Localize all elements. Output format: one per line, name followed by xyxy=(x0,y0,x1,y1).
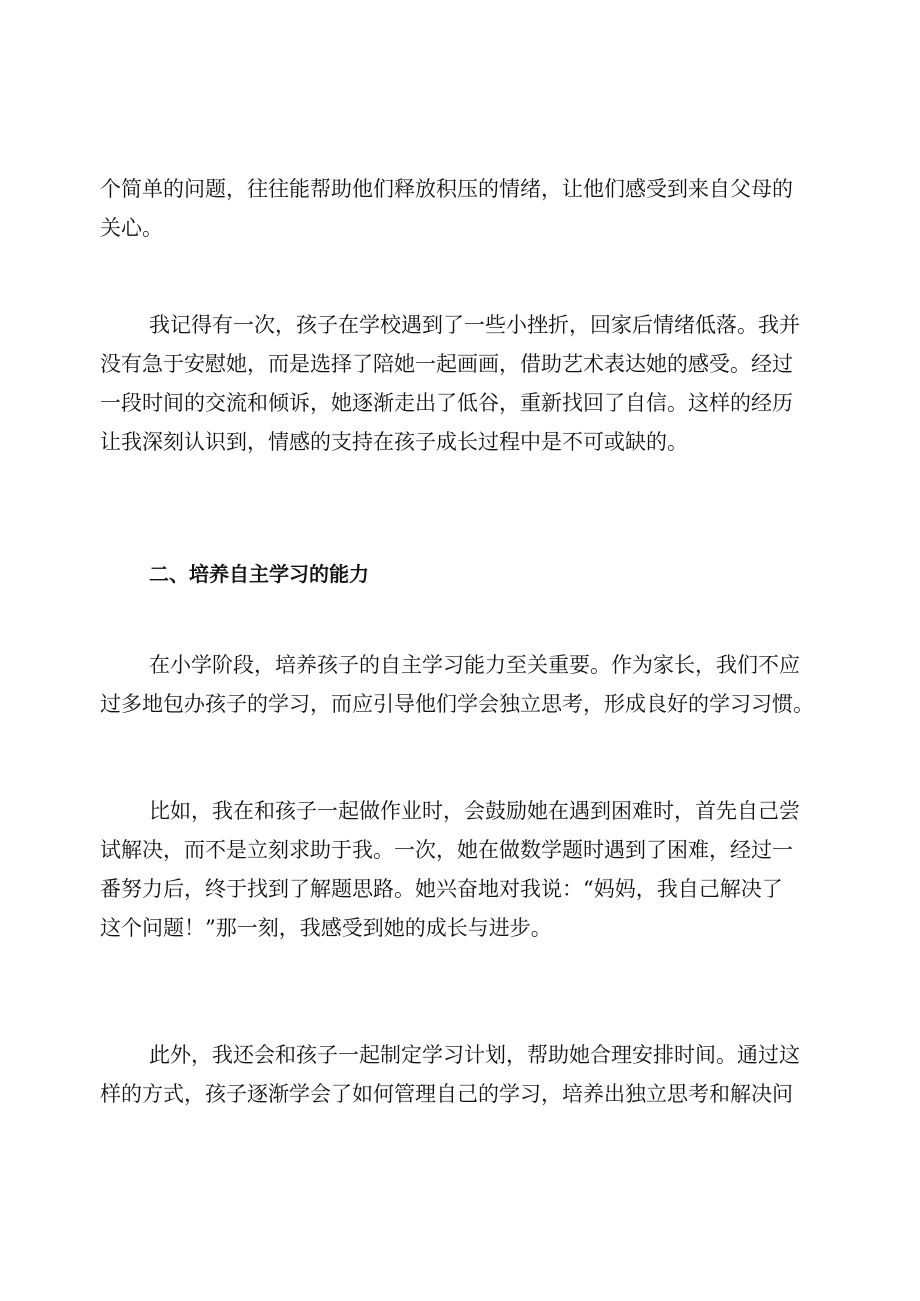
text-line: 让我深刻认识到，情感的支持在孩子成长过程中是不可或缺的。 xyxy=(100,430,688,454)
paragraph-study-plan xyxy=(100,1036,825,1114)
text-line: 个简单的问题，往往能帮助他们释放积压的情绪，让他们感受到来自父母的 xyxy=(100,177,793,201)
text-line: 此外，我还会和孩子一起制定学习计划，帮助她合理安排时间。通过这 xyxy=(149,1043,800,1067)
text-line: 没有急于安慰她，而是选择了陪她一起画画，借助艺术表达她的感受。经过 xyxy=(100,352,793,376)
text-line: 试解决，而不是立刻求助于我。一次，她在做数学题时遇到了困难，经过一 xyxy=(100,838,793,862)
section-heading: 二、培养自主学习的能力 xyxy=(149,562,369,586)
text-line: 关心。 xyxy=(100,216,163,240)
text-line: 样的方式，孩子逐渐学会了如何管理自己的学习，培养出独立思考和解决问 xyxy=(100,1082,793,1106)
text-line: 我记得有一次，孩子在学校遇到了一些小挫折，回家后情绪低落。我并 xyxy=(149,313,800,337)
text-line: 在小学阶段，培养孩子的自主学习能力至关重要。作为家长，我们不应 xyxy=(149,653,800,677)
paragraph-self-learning xyxy=(100,646,825,724)
paragraph-emotional-support xyxy=(100,306,825,462)
text-line: 一段时间的交流和倾诉，她逐渐走出了低谷，重新找回了自信。这样的经历 xyxy=(100,391,793,415)
text-line: 番努力后，终于找到了解题思路。她兴奋地对我说：“妈妈，我自己解决了 xyxy=(100,877,783,901)
paragraph-homework-example xyxy=(100,792,825,948)
text-line: 过多地包办孩子的学习，而应引导他们学会独立思考，形成良好的学习习惯。 xyxy=(100,692,814,716)
paragraph-continuation xyxy=(100,170,825,248)
text-line: 这个问题！”那一刻，我感受到她的成长与进步。 xyxy=(100,916,552,940)
text-line: 比如，我在和孩子一起做作业时，会鼓励她在遇到困难时，首先自己尝 xyxy=(149,799,800,823)
